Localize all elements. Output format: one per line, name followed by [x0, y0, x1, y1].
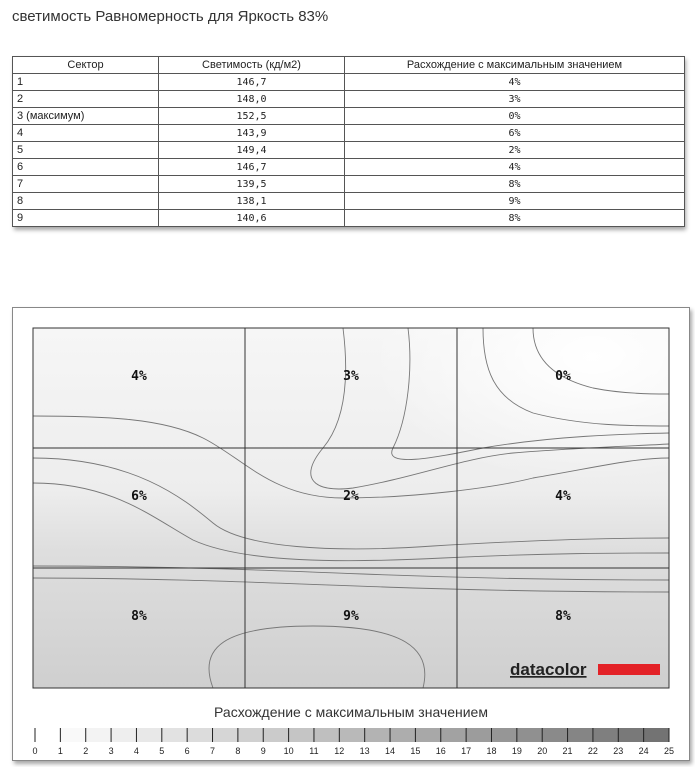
- legend-tick-label: 1: [57, 746, 63, 756]
- table-row: [13, 74, 685, 91]
- cell-luminance: 143,9: [159, 125, 345, 142]
- legend-swatch: [517, 728, 542, 742]
- legend-swatch: [111, 728, 136, 742]
- legend-tick-label: 20: [537, 746, 548, 756]
- legend-tick-label: 21: [562, 746, 573, 756]
- cell-deviation: 9%: [345, 193, 685, 210]
- legend-tick-label: 11: [309, 746, 319, 756]
- cell-deviation: 2%: [345, 142, 685, 159]
- legend-swatch: [314, 728, 339, 742]
- legend-swatch: [263, 728, 288, 742]
- legend-title: Расхождение с максимальным значением: [214, 704, 488, 720]
- uniformity-table: [12, 56, 685, 227]
- legend-tick-label: 9: [260, 746, 266, 756]
- legend-swatch: [35, 728, 60, 742]
- sector-label: 0%: [555, 369, 571, 384]
- legend-tick-label: 25: [663, 746, 675, 756]
- uniformity-table-wrapper: [12, 56, 684, 227]
- sector-label: 6%: [131, 489, 147, 504]
- cell-deviation: 8%: [345, 210, 685, 227]
- cell-sector: 9: [13, 210, 159, 227]
- logo-text: datacolor: [510, 660, 587, 679]
- legend-tick-label: 17: [461, 746, 472, 756]
- logo-bar: [598, 664, 660, 675]
- uniformity-heatmap: [13, 308, 689, 760]
- table-row: [13, 91, 685, 108]
- cell-sector: 3 (максимум): [13, 108, 159, 125]
- legend-tick-label: 10: [283, 746, 294, 756]
- cell-sector: 1: [13, 74, 159, 91]
- legend-swatch: [289, 728, 314, 742]
- cell-luminance: 140,6: [159, 210, 345, 227]
- legend-tick-label: 13: [359, 746, 370, 756]
- column-header-deviation: Расхождение с максимальным значением: [345, 57, 685, 74]
- legend-swatch: [136, 728, 161, 742]
- legend-swatch: [415, 728, 440, 742]
- sector-label: 9%: [343, 609, 359, 624]
- legend-swatch: [593, 728, 618, 742]
- legend-swatch: [162, 728, 187, 742]
- cell-luminance: 152,5: [159, 108, 345, 125]
- cell-sector: 8: [13, 193, 159, 210]
- legend-tick-label: 5: [159, 746, 165, 756]
- cell-deviation: 8%: [345, 176, 685, 193]
- cell-deviation: 6%: [345, 125, 685, 142]
- cell-sector: 6: [13, 159, 159, 176]
- legend-tick-label: 4: [133, 746, 139, 756]
- cell-sector: 7: [13, 176, 159, 193]
- cell-luminance: 149,4: [159, 142, 345, 159]
- legend-swatch: [618, 728, 643, 742]
- cell-deviation: 4%: [345, 74, 685, 91]
- cell-luminance: 139,5: [159, 176, 345, 193]
- table-row: [13, 142, 685, 159]
- sector-label: 4%: [131, 369, 147, 384]
- cell-luminance: 146,7: [159, 159, 345, 176]
- legend-swatch: [339, 728, 364, 742]
- legend-swatch: [542, 728, 567, 742]
- cell-sector: 2: [13, 91, 159, 108]
- cell-deviation: 0%: [345, 108, 685, 125]
- legend-tick-label: 18: [486, 746, 497, 756]
- legend-tick-label: 24: [638, 746, 649, 756]
- legend-tick-label: 22: [587, 746, 598, 756]
- legend-swatch: [390, 728, 415, 742]
- legend-tick-label: 19: [511, 746, 522, 756]
- legend-swatch: [568, 728, 593, 742]
- column-header-luminance: Светимость (кд/м2): [159, 57, 345, 74]
- legend-swatch: [238, 728, 263, 742]
- legend-scale: [32, 728, 674, 756]
- legend-tick-label: 16: [435, 746, 446, 756]
- sector-label: 3%: [343, 369, 359, 384]
- legend-tick-label: 14: [385, 746, 396, 756]
- legend-tick-label: 7: [210, 746, 216, 756]
- legend-tick-label: 8: [235, 746, 241, 756]
- legend-tick-label: 2: [83, 746, 89, 756]
- cell-luminance: 148,0: [159, 91, 345, 108]
- table-row: [13, 108, 685, 125]
- cell-sector: 5: [13, 142, 159, 159]
- legend-swatch: [365, 728, 390, 742]
- cell-sector: 4: [13, 125, 159, 142]
- sector-label: 4%: [555, 489, 571, 504]
- table-row: [13, 193, 685, 210]
- legend-swatch: [60, 728, 85, 742]
- legend-swatch: [187, 728, 212, 742]
- table-row: [13, 210, 685, 227]
- legend-swatch: [86, 728, 111, 742]
- legend-tick-label: 6: [184, 746, 190, 756]
- legend-tick-label: 23: [613, 746, 624, 756]
- uniformity-heatmap-panel: [12, 307, 690, 761]
- cell-luminance: 146,7: [159, 74, 345, 91]
- legend-tick-label: 3: [108, 746, 114, 756]
- legend-swatch: [491, 728, 516, 742]
- legend-swatch: [466, 728, 491, 742]
- table-row: [13, 159, 685, 176]
- legend-swatch: [441, 728, 466, 742]
- sector-label: 8%: [131, 609, 147, 624]
- table-row: [13, 176, 685, 193]
- cell-deviation: 4%: [345, 159, 685, 176]
- legend-tick-label: 0: [32, 746, 38, 756]
- legend-swatch: [644, 728, 669, 742]
- sector-label: 8%: [555, 609, 571, 624]
- cell-luminance: 138,1: [159, 193, 345, 210]
- sector-label: 2%: [343, 489, 359, 504]
- page-title: светимость Равномерность для Яркость 83%: [12, 8, 329, 25]
- column-header-sector: Сектор: [13, 57, 159, 74]
- legend-tick-label: 15: [410, 746, 421, 756]
- cell-deviation: 3%: [345, 91, 685, 108]
- legend-swatch: [213, 728, 238, 742]
- table-row: [13, 125, 685, 142]
- legend-tick-label: 12: [334, 746, 345, 756]
